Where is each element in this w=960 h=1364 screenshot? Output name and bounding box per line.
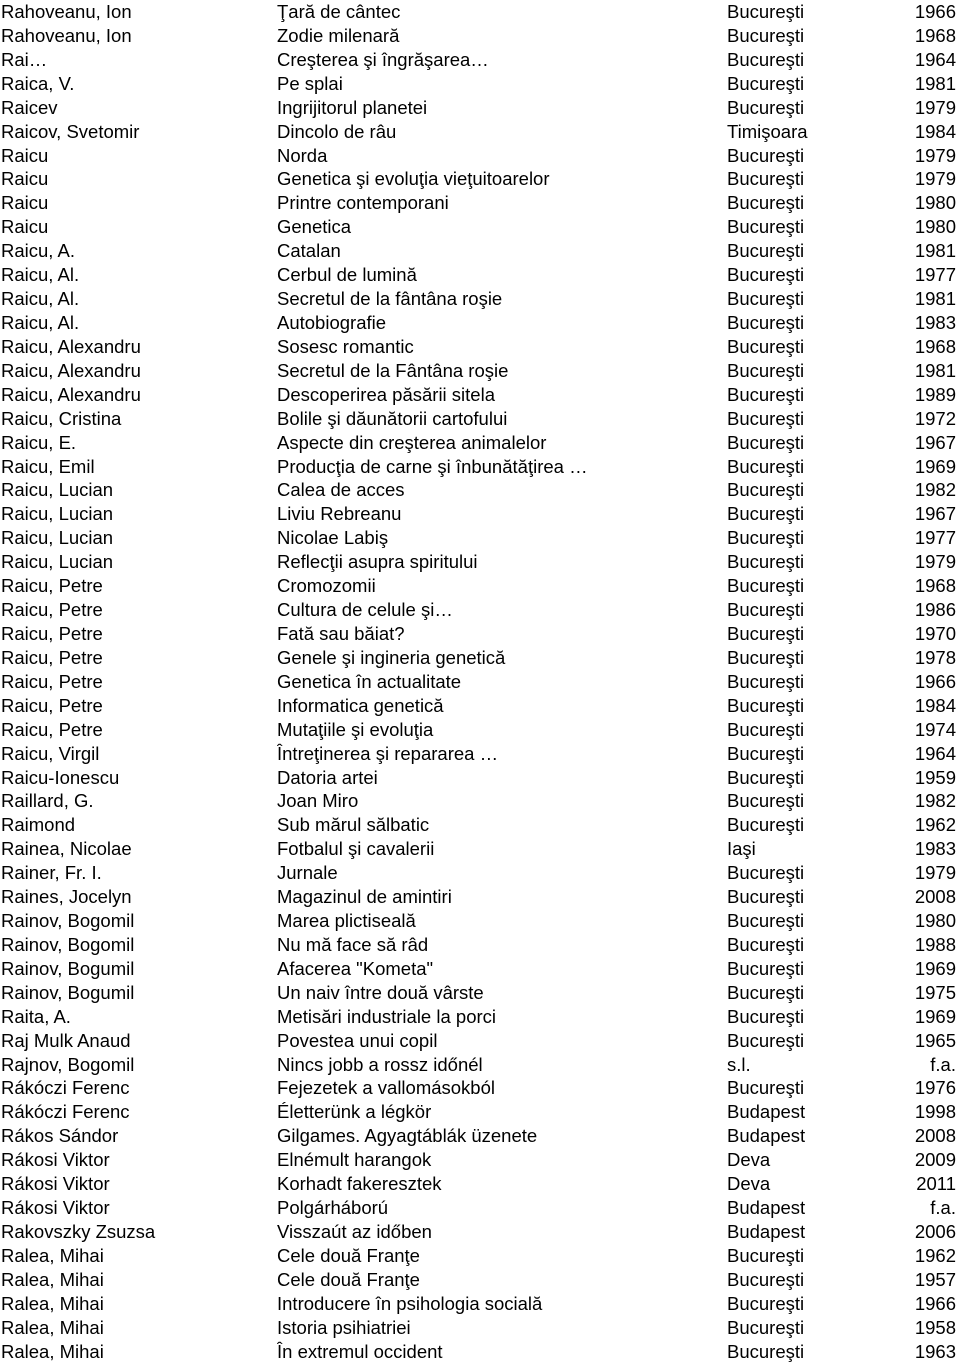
table-row [0, 718, 960, 742]
city-cell: Bucureşti [727, 288, 805, 310]
author-cell: Raj Mulk Anaud [1, 1029, 131, 1051]
author-cell: Raicu, Lucian [1, 503, 114, 525]
author-cell: Rákos Sándor [1, 1125, 119, 1147]
table-row [0, 311, 960, 335]
title-cell: Polgárháború [277, 1197, 389, 1219]
table-row [0, 144, 960, 168]
title-cell: Un naiv între două vârste [277, 981, 484, 1003]
table-row [0, 766, 960, 790]
author-cell: Raicu, A. [1, 240, 76, 262]
title-cell: Creşterea şi îngrăşarea… [277, 48, 489, 70]
title-cell: Istoria psihiatriei [277, 1316, 411, 1338]
author-cell: Ralea, Mihai [1, 1340, 104, 1362]
city-cell: Bucureşti [727, 1029, 805, 1051]
year-cell: 1963 [914, 1340, 956, 1362]
year-cell: 1964 [914, 48, 956, 70]
city-cell: Bucureşti [727, 264, 805, 286]
author-cell: Raimond [1, 814, 76, 836]
author-cell: Ralea, Mihai [1, 1292, 104, 1314]
table-row [0, 359, 960, 383]
title-cell: Genetica [277, 216, 352, 238]
table-row [0, 670, 960, 694]
author-cell: Raines, Jocelyn [1, 886, 132, 908]
author-cell: Raicu, Emil [1, 455, 95, 477]
table-row [0, 1268, 960, 1292]
city-cell: Bucureşti [727, 1268, 805, 1290]
author-cell: Raicu, Petre [1, 622, 103, 644]
author-cell: Rainov, Bogumil [1, 981, 135, 1003]
year-cell: 1977 [914, 264, 956, 286]
author-cell: Raicov, Svetomir [1, 120, 140, 142]
year-cell: 1969 [914, 1005, 956, 1027]
table-row [0, 526, 960, 550]
title-cell: Introducere în psihologia socială [277, 1292, 543, 1314]
table-row [0, 24, 960, 48]
city-cell: Bucureşti [727, 957, 805, 979]
year-cell: 1984 [914, 694, 956, 716]
year-cell: 1968 [914, 575, 956, 597]
table-row [0, 694, 960, 718]
city-cell: Bucureşti [727, 1316, 805, 1338]
year-cell: 1970 [914, 622, 956, 644]
author-cell: Raicu, Alexandru [1, 359, 141, 381]
city-cell: Bucureşti [727, 981, 805, 1003]
title-cell: Calea de acces [277, 479, 405, 501]
table-row [0, 789, 960, 813]
city-cell: Bucureşti [727, 527, 805, 549]
title-cell: Genetica şi evoluţia vieţuitoarelor [277, 168, 550, 190]
city-cell: Bucureşti [727, 48, 805, 70]
title-cell: Sub mărul sălbatic [277, 814, 430, 836]
author-cell: Raicu [1, 192, 49, 214]
city-cell: Bucureşti [727, 1077, 805, 1099]
table-row [0, 550, 960, 574]
author-cell: Rainov, Bogomil [1, 910, 135, 932]
title-cell: Joan Miro [277, 790, 359, 812]
year-cell: 1981 [914, 359, 956, 381]
city-cell: Bucureşti [727, 670, 805, 692]
city-cell: Bucureşti [727, 407, 805, 429]
title-cell: Datoria artei [277, 766, 378, 788]
city-cell: Bucureşti [727, 479, 805, 501]
city-cell: Bucureşti [727, 455, 805, 477]
title-cell: Autobiografie [277, 311, 387, 333]
author-cell: Rahoveanu, Ion [1, 1, 132, 22]
table-row [0, 0, 960, 24]
title-cell: Povestea unui copil [277, 1029, 438, 1051]
city-cell: Bucureşti [727, 551, 805, 573]
title-cell: Catalan [277, 240, 341, 262]
table-row [0, 407, 960, 431]
table-row [0, 1244, 960, 1268]
title-cell: Secretul de la fântâna roşie [277, 288, 503, 310]
author-cell: Rahoveanu, Ion [1, 24, 132, 46]
city-cell: Deva [727, 1149, 771, 1171]
city-cell: Bucureşti [727, 359, 805, 381]
table-row [0, 1292, 960, 1316]
year-cell: 1962 [914, 1244, 956, 1266]
author-cell: Rákosi Viktor [1, 1149, 110, 1171]
author-cell: Raicu, Petre [1, 575, 103, 597]
title-cell: Életterünk a légkör [277, 1101, 432, 1123]
author-cell: Rákóczi Ferenc [1, 1101, 130, 1123]
table-row [0, 837, 960, 861]
author-cell: Rakovszky Zsuzsa [1, 1221, 156, 1243]
table-row [0, 1148, 960, 1172]
year-cell: 1989 [914, 383, 956, 405]
title-cell: Genetica în actualitate [277, 670, 462, 692]
year-cell: 2006 [914, 1221, 956, 1243]
year-cell: 1966 [914, 1292, 956, 1314]
author-cell: Raicu [1, 168, 49, 190]
city-cell: Bucureşti [727, 192, 805, 214]
year-cell: 1981 [914, 240, 956, 262]
city-cell: Bucureşti [727, 862, 805, 884]
year-cell: 1984 [914, 120, 956, 142]
table-row [0, 167, 960, 191]
table-row [0, 1196, 960, 1220]
city-cell: Bucureşti [727, 646, 805, 668]
city-cell: Bucureşti [727, 1244, 805, 1266]
year-cell: 1982 [914, 479, 956, 501]
year-cell: 1988 [914, 933, 956, 955]
title-cell: Cele două Franţe [277, 1268, 420, 1290]
author-cell: Rainer, Fr. I. [1, 862, 102, 884]
author-cell: Raicu-Ionescu [1, 766, 120, 788]
table-row [0, 1124, 960, 1148]
author-cell: Raicu, Petre [1, 694, 103, 716]
author-cell: Raicu, Al. [1, 264, 80, 286]
year-cell: 1979 [914, 96, 956, 118]
author-cell: Rainov, Bogumil [1, 957, 135, 979]
year-cell: 1998 [914, 1101, 956, 1123]
title-cell: Secretul de la Fântâna roşie [277, 359, 509, 381]
year-cell: 1979 [914, 168, 956, 190]
table-row [0, 215, 960, 239]
title-cell: Nu mă face să râd [277, 933, 429, 955]
table-row [0, 933, 960, 957]
author-cell: Raicu, Virgil [1, 742, 100, 764]
table-row [0, 1316, 960, 1340]
city-cell: Deva [727, 1173, 771, 1195]
title-cell: Genele şi ingineria genetică [277, 646, 506, 668]
author-cell: Rákosi Viktor [1, 1173, 110, 1195]
table-row [0, 1076, 960, 1100]
city-cell: Bucureşti [727, 694, 805, 716]
title-cell: Informatica genetică [277, 694, 444, 716]
author-cell: Raicu, E. [1, 431, 77, 453]
city-cell: Timişoara [727, 120, 808, 142]
table-row [0, 96, 960, 120]
title-cell: În extremul occident [277, 1340, 443, 1362]
author-cell: Rainea, Nicolae [1, 838, 132, 860]
title-cell: Afacerea "Kometa" [277, 957, 434, 979]
title-cell: Nicolae Labiş [277, 527, 389, 549]
year-cell: f.a. [930, 1053, 956, 1075]
city-cell: Bucureşti [727, 431, 805, 453]
city-cell: Bucureşti [727, 240, 805, 262]
city-cell: Bucureşti [727, 886, 805, 908]
year-cell: 1982 [914, 790, 956, 812]
title-cell: Întreţinerea şi repararea … [277, 742, 499, 764]
table-row [0, 622, 960, 646]
year-cell: 1965 [914, 1029, 956, 1051]
table-row [0, 885, 960, 909]
city-cell: Bucureşti [727, 575, 805, 597]
table-row [0, 431, 960, 455]
author-cell: Raicu, Alexandru [1, 383, 141, 405]
author-cell: Rainov, Bogomil [1, 933, 135, 955]
year-cell: 2008 [914, 1125, 956, 1147]
year-cell: f.a. [930, 1197, 956, 1219]
title-cell: Magazinul de amintiri [277, 886, 452, 908]
author-cell: Raica, V. [1, 72, 75, 94]
year-cell: 1959 [914, 766, 956, 788]
table-row [0, 502, 960, 526]
table-row [0, 478, 960, 502]
year-cell: 1980 [914, 216, 956, 238]
city-cell: Bucureşti [727, 1340, 805, 1362]
table-row [0, 383, 960, 407]
city-cell: Bucureşti [727, 216, 805, 238]
title-cell: Jurnale [277, 862, 338, 884]
year-cell: 1969 [914, 957, 956, 979]
table-row [0, 909, 960, 933]
year-cell: 1978 [914, 646, 956, 668]
title-cell: Mutaţiile şi evoluţia [277, 718, 434, 740]
year-cell: 1972 [914, 407, 956, 429]
city-cell: Bucureşti [727, 383, 805, 405]
author-cell: Rákóczi Ferenc [1, 1077, 130, 1099]
title-cell: Ingrijitorul planetei [277, 96, 428, 118]
author-cell: Raicu, Al. [1, 288, 80, 310]
author-cell: Raicu, Petre [1, 646, 103, 668]
title-cell: Producţia de carne şi înbunătăţirea … [277, 455, 588, 477]
table-row [0, 957, 960, 981]
city-cell: Bucureşti [727, 503, 805, 525]
year-cell: 1979 [914, 862, 956, 884]
table-row [0, 239, 960, 263]
city-cell: Bucureşti [727, 72, 805, 94]
table-row [0, 191, 960, 215]
city-cell: Bucureşti [727, 599, 805, 621]
title-cell: Nincs jobb a rossz időnél [277, 1053, 483, 1075]
title-cell: Sosesc romantic [277, 335, 414, 357]
title-cell: Cele două Franţe [277, 1244, 420, 1266]
table-row [0, 1172, 960, 1196]
city-cell: Bucureşti [727, 742, 805, 764]
title-cell: Descoperirea păsării sitela [277, 383, 495, 405]
title-cell: Bolile şi dăunătorii cartofului [277, 407, 508, 429]
title-cell: Printre contemporani [277, 192, 449, 214]
title-cell: Reflecţii asupra spiritului [277, 551, 478, 573]
title-cell: Aspecte din creşterea animalelor [277, 431, 547, 453]
title-cell: Fotbalul şi cavalerii [277, 838, 435, 860]
author-cell: Raicu, Al. [1, 311, 80, 333]
year-cell: 1981 [914, 288, 956, 310]
author-cell: Raicev [1, 96, 58, 118]
city-cell: Bucureşti [727, 1005, 805, 1027]
author-cell: Raicu, Petre [1, 670, 103, 692]
year-cell: 1974 [914, 718, 956, 740]
table-row [0, 598, 960, 622]
author-cell: Raicu, Lucian [1, 527, 114, 549]
author-cell: Ralea, Mihai [1, 1316, 104, 1338]
title-cell: Korhadt fakeresztek [277, 1173, 442, 1195]
year-cell: 1975 [914, 981, 956, 1003]
year-cell: 1964 [914, 742, 956, 764]
title-cell: Gilgames. Agyagtáblák üzenete [277, 1125, 538, 1147]
table-row [0, 335, 960, 359]
year-cell: 1977 [914, 527, 956, 549]
author-cell: Raillard, G. [1, 790, 94, 812]
table-row [0, 1053, 960, 1077]
year-cell: 1957 [914, 1268, 956, 1290]
city-cell: s.l. [727, 1053, 751, 1075]
author-cell: Raicu, Lucian [1, 479, 114, 501]
table-row [0, 120, 960, 144]
city-cell: Bucureşti [727, 910, 805, 932]
year-cell: 1968 [914, 335, 956, 357]
author-cell: Raicu, Cristina [1, 407, 122, 429]
year-cell: 1969 [914, 455, 956, 477]
city-cell: Bucureşti [727, 622, 805, 644]
title-cell: Cultura de celule şi… [277, 599, 453, 621]
title-cell: Liviu Rebreanu [277, 503, 402, 525]
table-row [0, 48, 960, 72]
city-cell: Bucureşti [727, 1292, 805, 1314]
city-cell: Bucureşti [727, 335, 805, 357]
author-cell: Raicu, Alexandru [1, 335, 141, 357]
title-cell: Metisări industriale la porci [277, 1005, 497, 1027]
city-cell: Bucureşti [727, 933, 805, 955]
author-cell: Raita, A. [1, 1005, 71, 1027]
title-cell: Dincolo de râu [277, 120, 397, 142]
year-cell: 1967 [914, 503, 956, 525]
year-cell: 1967 [914, 431, 956, 453]
year-cell: 1981 [914, 72, 956, 94]
table-row [0, 263, 960, 287]
table-row [0, 1340, 960, 1364]
year-cell: 1962 [914, 814, 956, 836]
city-cell: Budapest [727, 1101, 806, 1123]
title-cell: Cromozomii [277, 575, 376, 597]
table-row [0, 1220, 960, 1244]
year-cell: 1966 [914, 1, 956, 22]
title-cell: Fejezetek a vallomásokból [277, 1077, 495, 1099]
title-cell: Pe splai [277, 72, 343, 94]
author-cell: Raicu [1, 216, 49, 238]
table-row [0, 646, 960, 670]
title-cell: Ţară de cântec [277, 1, 401, 22]
city-cell: Bucureşti [727, 311, 805, 333]
author-cell: Ralea, Mihai [1, 1244, 104, 1266]
year-cell: 1980 [914, 910, 956, 932]
table-row [0, 981, 960, 1005]
title-cell: Fată sau băiat? [277, 622, 405, 644]
city-cell: Bucureşti [727, 1, 805, 22]
table-row [0, 287, 960, 311]
year-cell: 1980 [914, 192, 956, 214]
title-cell: Norda [277, 144, 328, 166]
year-cell: 2008 [914, 886, 956, 908]
year-cell: 1983 [914, 838, 956, 860]
year-cell: 1966 [914, 670, 956, 692]
city-cell: Iaşi [727, 838, 756, 860]
city-cell: Bucureşti [727, 24, 805, 46]
author-cell: Rai… [1, 48, 48, 70]
title-cell: Zodie milenară [277, 24, 400, 46]
author-cell: Ralea, Mihai [1, 1268, 104, 1290]
author-cell: Raicu, Lucian [1, 551, 114, 573]
table-row [0, 1100, 960, 1124]
author-cell: Raicu [1, 144, 49, 166]
year-cell: 1979 [914, 551, 956, 573]
year-cell: 1986 [914, 599, 956, 621]
city-cell: Budapest [727, 1125, 806, 1147]
table-row [0, 861, 960, 885]
year-cell: 2011 [916, 1173, 956, 1195]
year-cell: 1983 [914, 311, 956, 333]
year-cell: 1979 [914, 144, 956, 166]
year-cell: 2009 [914, 1149, 956, 1171]
city-cell: Bucureşti [727, 168, 805, 190]
city-cell: Bucureşti [727, 718, 805, 740]
author-cell: Rajnov, Bogomil [1, 1053, 135, 1075]
table-row [0, 72, 960, 96]
table-row [0, 813, 960, 837]
city-cell: Bucureşti [727, 814, 805, 836]
city-cell: Bucureşti [727, 766, 805, 788]
table-row [0, 742, 960, 766]
table-row [0, 1029, 960, 1053]
city-cell: Bucureşti [727, 144, 805, 166]
author-cell: Rákosi Viktor [1, 1197, 110, 1219]
year-cell: 1976 [914, 1077, 956, 1099]
year-cell: 1968 [914, 24, 956, 46]
title-cell: Elnémult harangok [277, 1149, 432, 1171]
title-cell: Marea plictiseală [277, 910, 416, 932]
city-cell: Bucureşti [727, 790, 805, 812]
table-row [0, 455, 960, 479]
year-cell: 1958 [914, 1316, 956, 1338]
author-cell: Raicu, Petre [1, 599, 103, 621]
city-cell: Budapest [727, 1197, 806, 1219]
table-row [0, 574, 960, 598]
title-cell: Visszaút az időben [277, 1221, 432, 1243]
table-row [0, 1005, 960, 1029]
city-cell: Budapest [727, 1221, 806, 1243]
title-cell: Cerbul de lumină [277, 264, 417, 286]
city-cell: Bucureşti [727, 96, 805, 118]
author-cell: Raicu, Petre [1, 718, 103, 740]
